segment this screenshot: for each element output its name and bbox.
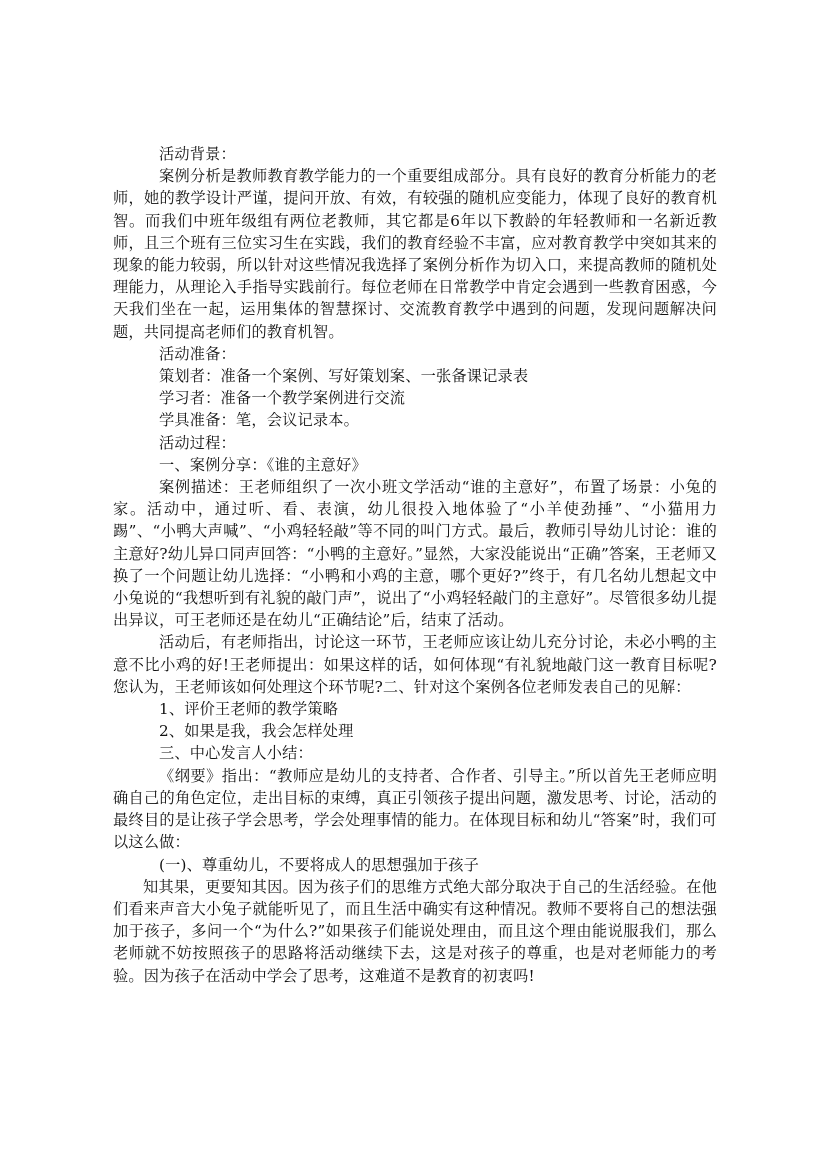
list-item-evaluate: 1、评价王老师的教学策略 — [159, 700, 339, 719]
paragraph-background: 案例分析是教师教育教学能力的一个重要组成部分。具有良好的教育分析能力的老师，她的教学设计严谨，提问开放、有效，有较强的随机应变能力，体现了良好的教育机智。而我们中班年级组有两位老教师，其它都是6年以下教龄的年轻教师和一名新近教师，且三个班有三位实习生在实践，我们的教育经验不丰富，应对教育教学中突如其来的现象的能力较弱，所以针对这些情况我选择了案例分析作为切入口，来提高教师的随机处理能力，从理论入手指导实践前行。每位老师在日常教学中肯定会遇到一些教育困惑，今天我们坐在一起，运用集体的智慧探讨、交流教育教学中遇到的问题，发现问题解决问题，共同提高老师们的教育机智。 — [113, 167, 717, 341]
heading-activity-preparation: 活动准备： — [159, 344, 236, 363]
subheading-respect-children: (一)、尊重幼儿，不要将成人的思想强加于孩子 — [159, 855, 480, 874]
paragraph-case-description: 案例描述：王老师组织了一次小班文学活动“谁的主意好”，布置了场景：小兔的家。活动中，通过听、看、表演，幼儿很投入地体验了“小羊使劲捶”、“小猫用力踢”、“小鸭大声喊”、“小鸡轻轻敲”等不同的叫门方式。最后，教师引导幼儿讨论：谁的主意好?幼儿异口同声回答：“小鸭的主意好。”显然，大家没能说出“正确”答案，王老师又换了一个问题让幼儿选择：“小鸭和小鸡的主意，哪个更好?”终于，有几名幼儿想起文中小兔说的“我想听到有礼貌的敲门声”，说出了“小鸡轻轻敲门的主意好”。尽管很多幼儿提出异议，可王老师还是在幼儿“正确结论”后，结束了活动。 — [113, 478, 717, 630]
paragraph-guideline: 《纲要》指出：“教师应是幼儿的支持者、合作者、引导主。”所以首先王老师应明确自己的角色定位，走出目标的束缚，真正引领孩子提出问题，激发思考、讨论，活动的最终目的是让孩子学会思考，学会处理事情的能力。在体现目标和幼儿“答案”时，我们可以这么做： — [113, 766, 717, 852]
heading-activity-process: 活动过程： — [159, 433, 236, 452]
paragraph-know-cause: 知其果，更要知其因。因为孩子们的思维方式绝大部分取决于自己的生活经验。在他们看来声音大小兔子就能听见了，而且生活中确实有这种情况。教师不要将自己的想法强加于孩子，多问一个“为什么?”如果孩子们能说处理由，而且这个理由能说服我们，那么老师就不妨按照孩子的思路将活动继续下去，这是对孩子的尊重，也是对老师能力的考验。因为孩子在活动中学会了思考，这难道不是教育的初衷吗! — [113, 877, 717, 985]
document-body — [113, 143, 717, 987]
preparation-planner: 策划者：准备一个案例、写好策划案、一张备课记录表 — [159, 367, 529, 386]
section-summary: 三、中心发言人小结： — [159, 744, 313, 763]
list-item-if-me: 2、如果是我，我会怎样处理 — [159, 722, 354, 741]
section-case-sharing: 一、案例分享：《谁的主意好》 — [159, 455, 367, 474]
paragraph-after-activity: 活动后，有老师指出，讨论这一环节，王老师应该让幼儿充分讨论，未必小鸭的主意不比小鸡的好!王老师提出：如果这样的话，如何体现“有礼貌地敲门这一教育目标呢?您认为，王老师该如何处理这个环节呢?二、针对这个案例各位老师发表自己的见解： — [113, 633, 717, 696]
preparation-learner: 学习者：准备一个教学案例进行交流 — [159, 389, 406, 408]
heading-activity-background: 活动背景： — [159, 145, 236, 163]
preparation-materials: 学具准备：笔，会议记录本。 — [159, 411, 360, 430]
